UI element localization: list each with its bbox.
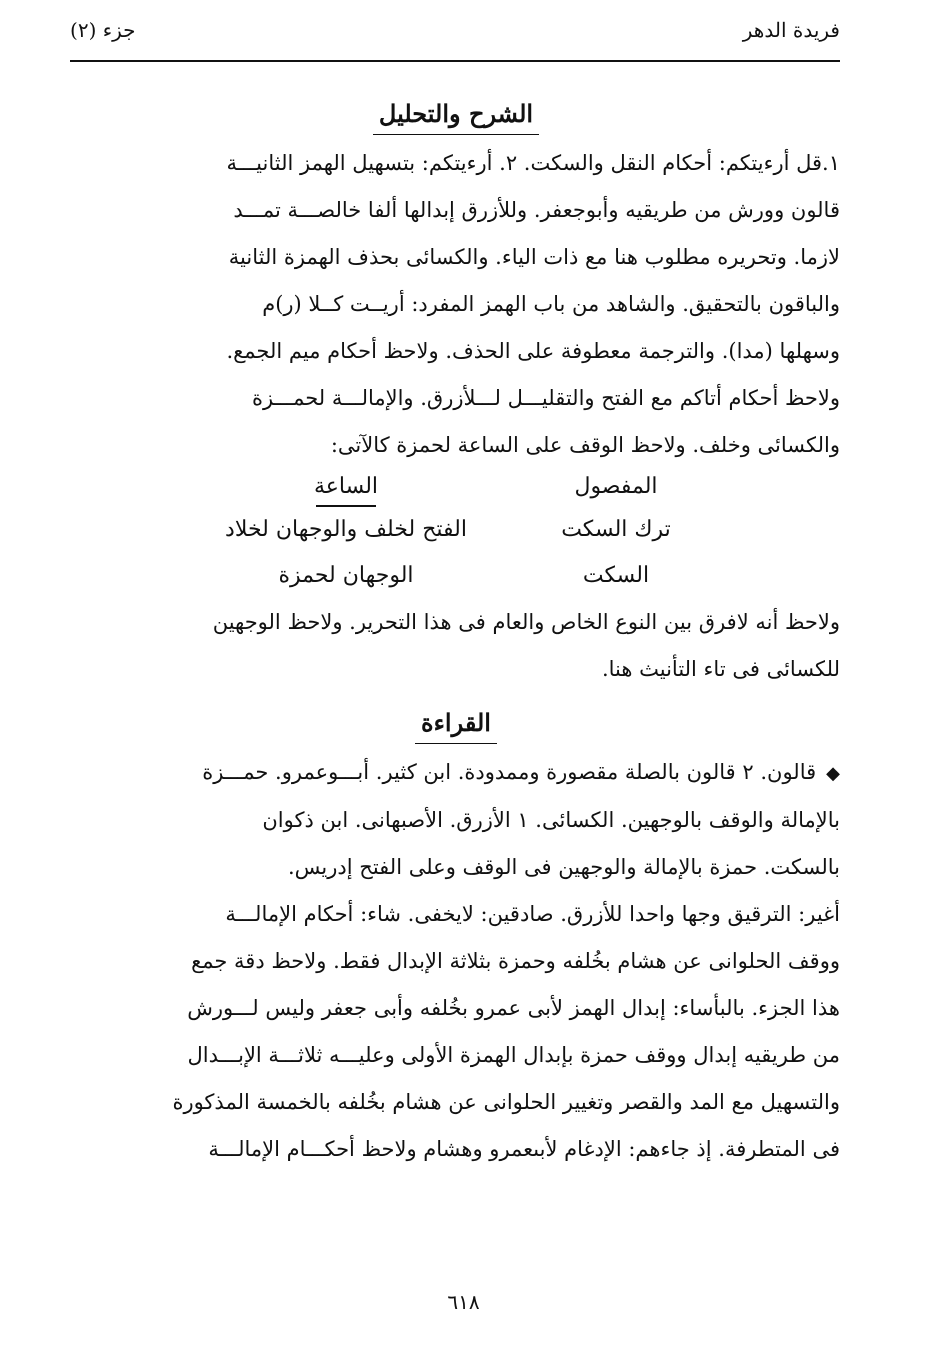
reading-line: ◆قالون. ٢ قالون بالصلة مقصورة وممدودة. ابن كثير. أبـــوعمرو. حمـــزة xyxy=(202,760,840,784)
part-label: جزء (٢) xyxy=(70,18,136,42)
table-cell: ترك السكت xyxy=(561,517,671,542)
page-body xyxy=(72,84,840,1173)
book-title: فريدة الدهر xyxy=(742,18,840,42)
page-number: ٦١٨ xyxy=(447,1290,480,1314)
section-heading-reading: القراءة xyxy=(72,701,840,745)
explanation-line: لازما. وتحريره مطلوب هنا مع ذات الياء. والكسائى بحذف الهمزة الثانية xyxy=(228,245,840,269)
table-header-cell: الساعة xyxy=(313,474,379,499)
explanation-line: ولاحظ أحكام أتاكم مع الفتح والتقليـــل لـــلأزرق. والإمالـــة لحمـــزة xyxy=(252,386,840,410)
header-divider xyxy=(70,60,840,62)
notes-line: ووقف الحلوانى عن هشام بخُلفه وحمزة بثلاثة الإبدال فقط. ولاحظ دقة جمع xyxy=(191,949,840,973)
running-header xyxy=(70,10,840,50)
reading-line: بالسكت. حمزة بالإمالة والوجهين فى الوقف وعلى الفتح إدريس. xyxy=(287,855,840,879)
explanation-line: ١.قل أرءيتكم: أحكام النقل والسكت. ٢. أرءيتكم: بتسهيل الهمز الثانيـــة xyxy=(226,151,840,175)
explanation-line: والباقون بالتحقيق. والشاهد من باب الهمز المفرد: أريــت كــلا (ر)م xyxy=(262,292,840,316)
waqf-table xyxy=(196,469,716,599)
explanation-line: قالون وورش من طريقيه وأبوجعفر. وللأزرق إبدالها ألفا خالصـــة تمـــد xyxy=(233,198,840,222)
table-row xyxy=(196,507,716,553)
table-cell: السكت xyxy=(582,563,650,588)
explanation-line: للكسائى فى تاء التأنيث هنا. xyxy=(601,657,840,681)
table-cell: الفتح لخلف والوجهان لخلاد xyxy=(225,517,467,542)
table-cell: الوجهان لحمزة xyxy=(278,563,414,588)
section-heading-explanation: الشرح والتحليل xyxy=(72,92,840,136)
explanation-line: وسهلها (مدا). والترجمة معطوفة على الحذف. ولاحظ أحكام ميم الجمع. xyxy=(226,339,840,363)
table-header-row xyxy=(196,469,716,505)
table-row xyxy=(196,553,716,599)
reading-line: بالإمالة والوقف بالوجهين. الكسائى. ١ الأزرق. الأصبهانى. ابن ذكوان xyxy=(262,808,840,832)
notes-line: والتسهيل مع المد والقصر وتغيير الحلوانى عن هشام بخُلفه بالخمسة المذكورة xyxy=(172,1090,840,1114)
table-header-cell: المفصول xyxy=(574,474,658,499)
notes-line: هذا الجزء. بالبأساء: إبدال الهمز لأبى عمرو بخُلفه وأبى جعفر وليس لـــورش xyxy=(187,996,840,1020)
explanation-line: والكسائى وخلف. ولاحظ الوقف على الساعة لحمزة كالآتى: xyxy=(330,433,840,457)
notes-line: من طريقيه إبدال ووقف حمزة بإبدال الهمزة الأولى وعليـــه ثلاثـــة الإبـــدال xyxy=(187,1043,840,1067)
diamond-bullet-icon: ◆ xyxy=(826,763,840,784)
explanation-line: ولاحظ أنه لافرق بين النوع الخاص والعام فى هذا التحرير. ولاحظ الوجهين xyxy=(212,610,840,634)
notes-line: فى المتطرفة. إذ جاءهم: الإدغام لأبىعمرو وهشام ولاحظ أحكـــام الإمالـــة xyxy=(208,1137,840,1161)
notes-line: أغير: الترقيق وجها واحدا للأزرق. صادقين: لايخفى. شاء: أحكام الإمالـــة xyxy=(225,902,840,926)
